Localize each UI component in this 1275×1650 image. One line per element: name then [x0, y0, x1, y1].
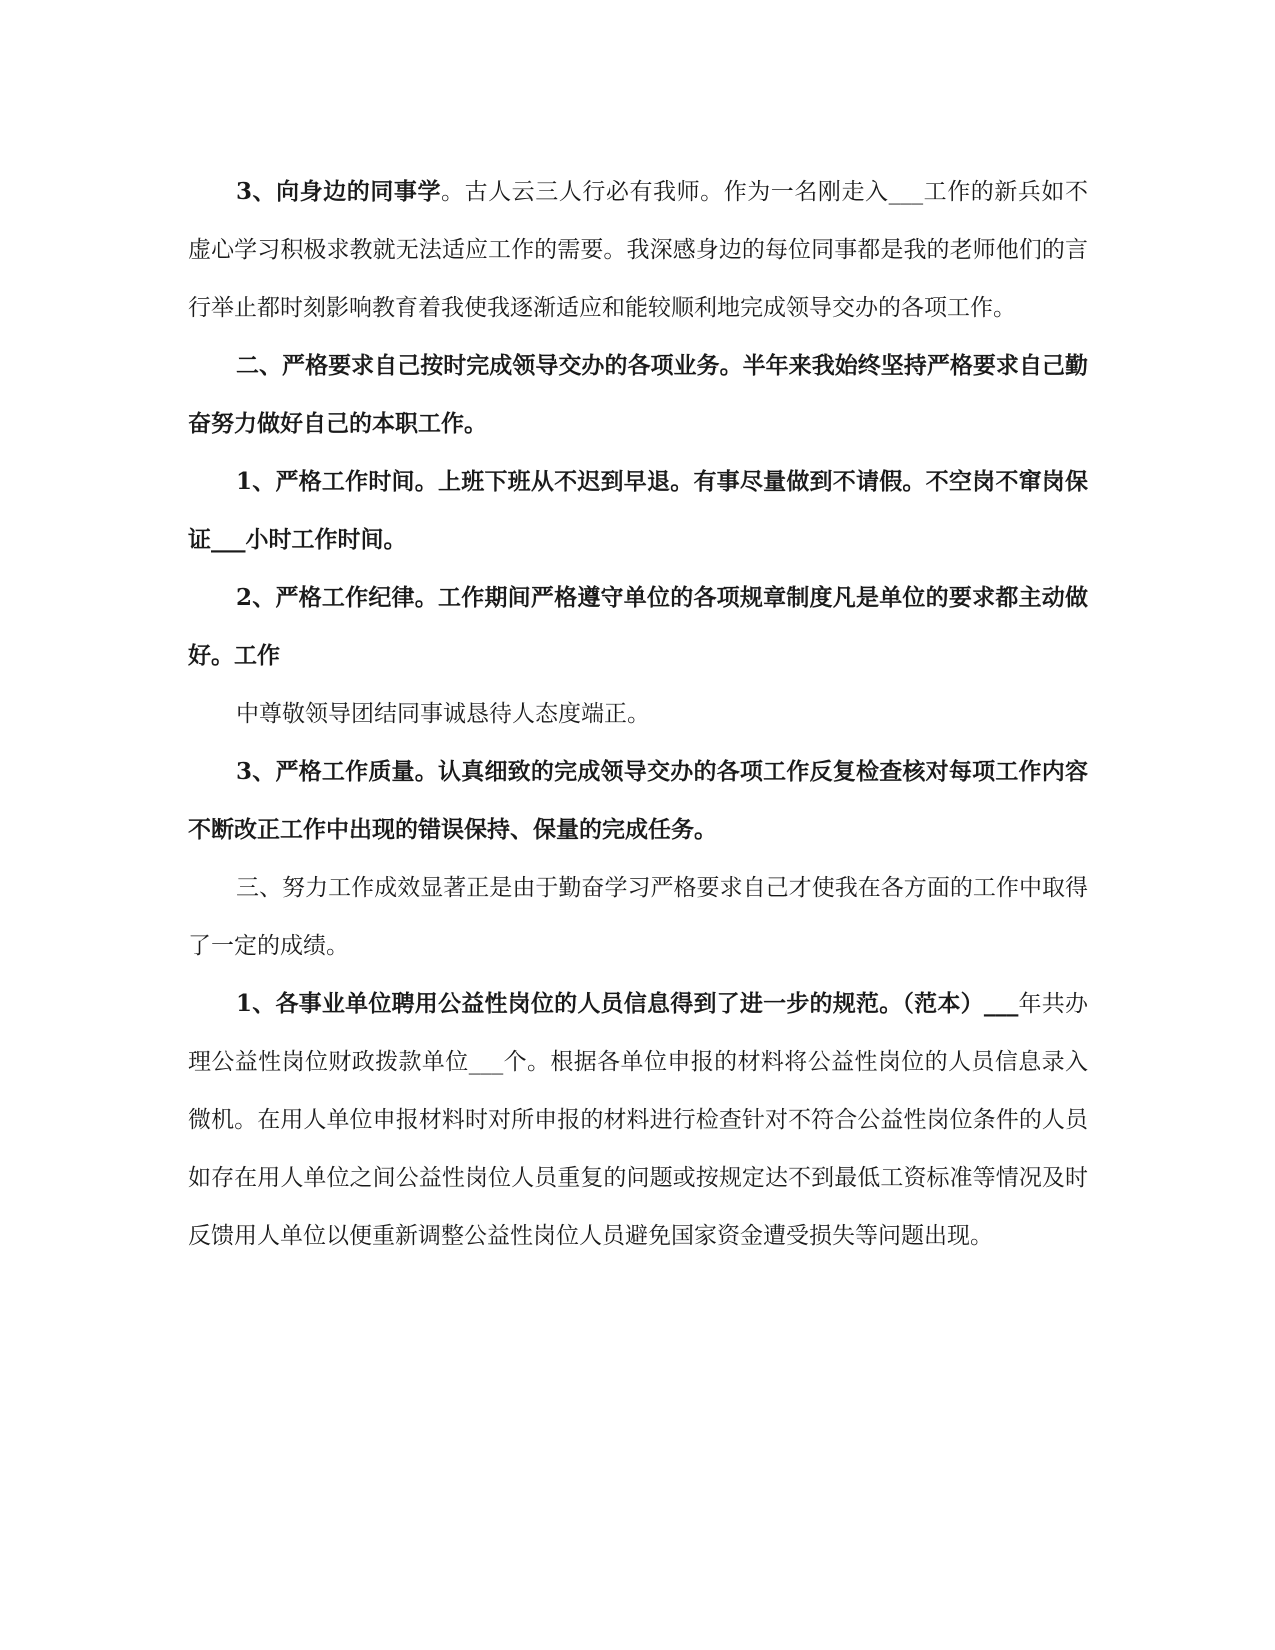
document-body	[188, 163, 1088, 1265]
paragraph-public-welfare-posts	[188, 975, 1088, 1265]
paragraph-work-quality: 3、严格工作质量。认真细致的完成领导交办的各项工作反复检查核对每项工作内容不断改正工作中出现的错误保持、保量的完成任务。	[188, 758, 1088, 843]
section-heading-three: 三、努力工作成效显著正是由于勤奋学习严格要求自己才使我在各方面的工作中取得了一定的成绩。	[188, 875, 1088, 959]
paragraph-learn-from-colleagues	[188, 163, 1088, 337]
paragraph-lead: 3、向身边的同事学	[236, 178, 442, 205]
paragraph-work-time: 1、严格工作时间。上班下班从不迟到早退。有事尽量做到不请假。不空岗不窜岗保证___小时工作时间。	[188, 468, 1088, 553]
paragraph-work-discipline: 2、严格工作纪律。工作期间严格遵守单位的各项规章制度凡是单位的要求都主动做好。工作	[188, 584, 1088, 669]
paragraph-text: 年共办理公益性岗位财政拨款单位___个。根据各单位申报的材料将公益性岗位的人员信息录入微机。在用人单位申报材料时对所申报的材料进行检查针对不符合公益性岗位条件的人员如存在用人单位之间公益性岗位人员重复的问题或按规定达不到最低工资标准等情况及时反馈用人单位以便重新调整公益性岗位人员避免国家资金遭受损失等问题出现。	[188, 991, 1088, 1249]
paragraph-respect-leaders: 中尊敬领导团结同事诚恳待人态度端正。	[236, 701, 650, 727]
paragraph-text: 。古人云三人行必有我师。作为一名刚走入___工作的新兵如不虚心学习积极求教就无法适应工作的需要。我深感身边的每位同事都是我的老师他们的言行举止都时刻影响教育着我使我逐渐适应和能较顺利地完成领导交办的各项工作。	[188, 179, 1088, 321]
paragraph-lead: 1、各事业单位聘用公益性岗位的人员信息得到了进一步的规范。（范本）___	[236, 990, 1019, 1017]
section-heading-two: 二、严格要求自己按时完成领导交办的各项业务。半年来我始终坚持严格要求自己勤奋努力做好自己的本职工作。	[188, 352, 1088, 437]
